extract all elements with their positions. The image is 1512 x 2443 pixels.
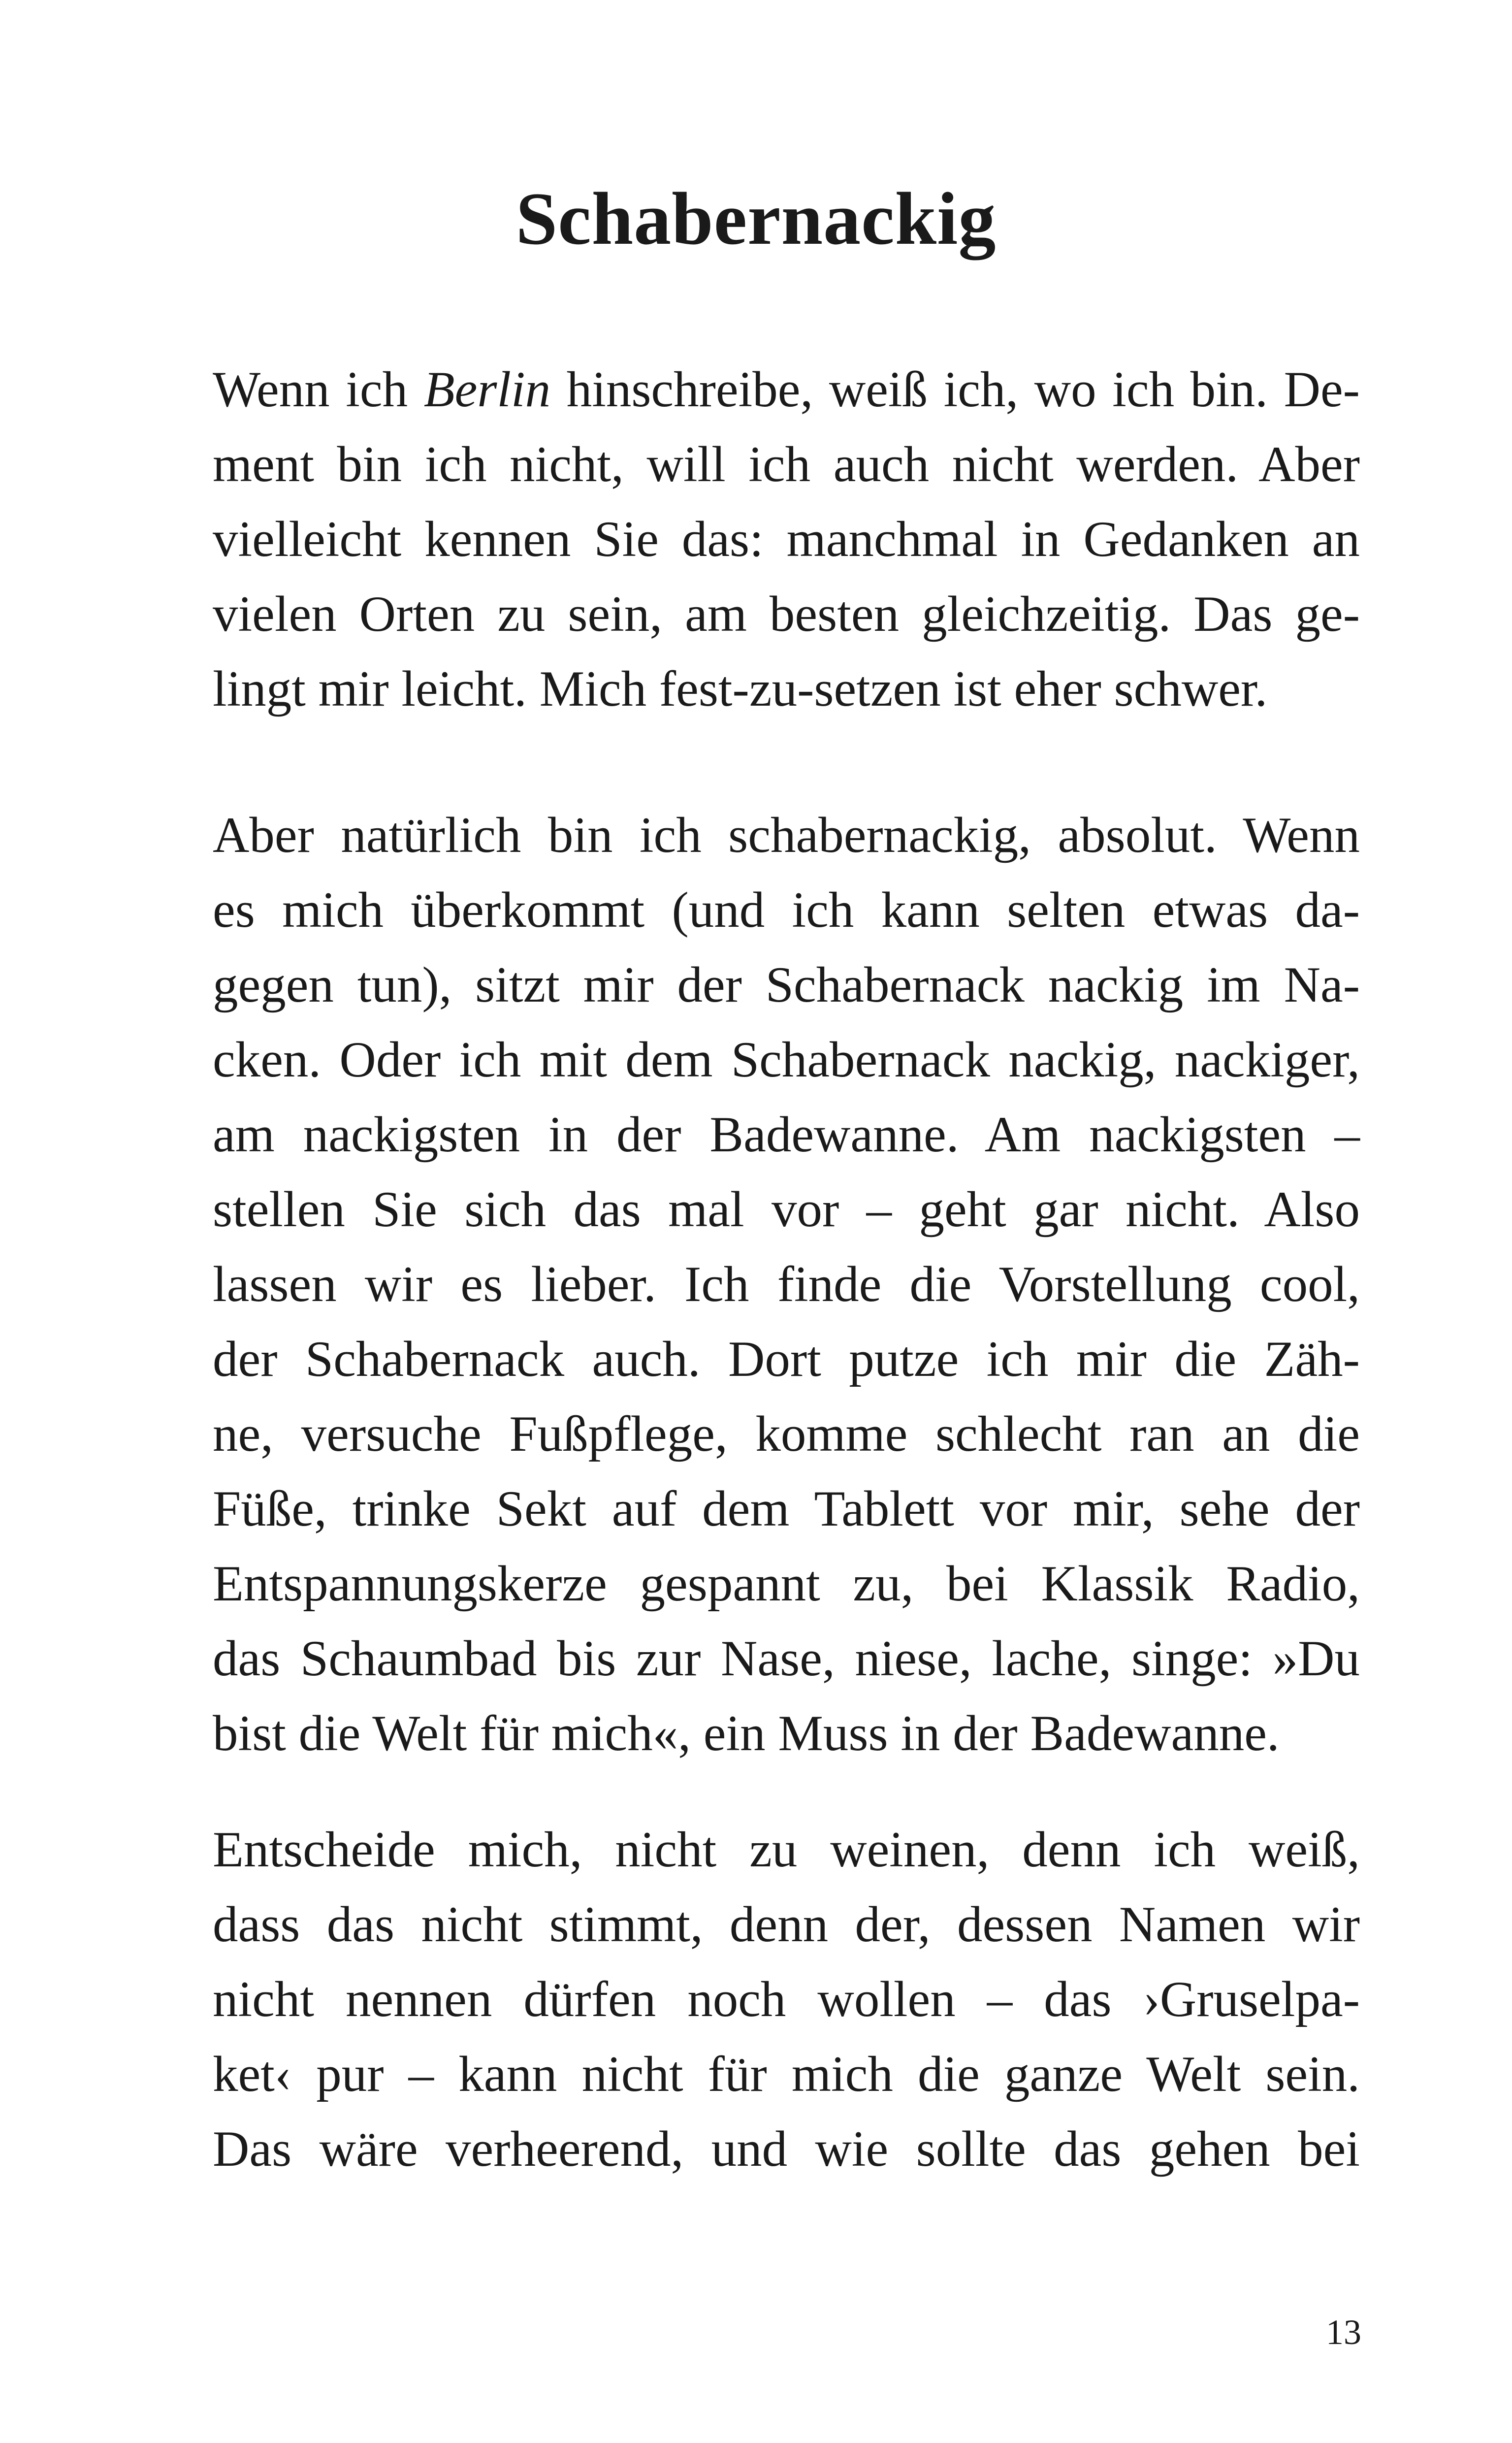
text-line: stellen Sie sich das mal vor – geht gar nicht. Also bbox=[213, 1181, 1360, 1238]
text-line: der Schabernack auch. Dort putze ich mir die Zäh- bbox=[213, 1331, 1360, 1387]
text-line: nicht nennen dürfen noch wollen – das ›Gruselpa- bbox=[213, 1971, 1360, 2027]
text-line: das Schaumbad bis zur Nase, niese, lache, singe: »Du bbox=[213, 1630, 1360, 1687]
text-line: ment bin ich nicht, will ich auch nicht werden. Aber bbox=[213, 436, 1360, 492]
paragraph-3 bbox=[213, 1812, 1360, 2186]
text-line: Aber natürlich bin ich schabernackig, absolut. Wenn bbox=[213, 807, 1360, 863]
text-line: Entscheide mich, nicht zu weinen, denn ich weiß, bbox=[213, 1822, 1360, 1878]
chapter-title: Schabernackig bbox=[515, 177, 997, 260]
text-line: lingt mir leicht. Mich fest-zu-setzen ist eher schwer. bbox=[213, 661, 1268, 717]
paragraph-2 bbox=[213, 798, 1360, 1771]
text-line: Wenn ich Berlin hinschreibe, weiß ich, wo ich bin. De- bbox=[213, 361, 1360, 418]
paragraph-1 bbox=[213, 352, 1360, 726]
italic-city-name: Berlin bbox=[423, 361, 551, 418]
text-line: gegen tun), sitzt mir der Schabernack nackig im Na- bbox=[213, 957, 1360, 1013]
text-line: vielen Orten zu sein, am besten gleichzeitig. Das ge- bbox=[213, 586, 1360, 642]
page-number: 13 bbox=[1326, 2313, 1361, 2352]
text-line: Entspannungskerze gespannt zu, bei Klassik Radio, bbox=[213, 1556, 1360, 1612]
text-line: ne, versuche Fußpflege, komme schlecht ran an die bbox=[213, 1406, 1360, 1462]
text-line: Das wäre verheerend, und wie sollte das gehen bei bbox=[213, 2121, 1360, 2177]
text-line: es mich überkommt (und ich kann selten etwas da- bbox=[213, 882, 1360, 938]
text-line: Füße, trinke Sekt auf dem Tablett vor mir, sehe der bbox=[213, 1481, 1360, 1537]
text-line: ket‹ pur – kann nicht für mich die ganze Welt sein. bbox=[213, 2046, 1360, 2102]
text-line: bist die Welt für mich«, ein Muss in der Badewanne. bbox=[213, 1705, 1280, 1761]
text-line: lassen wir es lieber. Ich finde die Vorstellung cool, bbox=[213, 1256, 1360, 1312]
text-line: cken. Oder ich mit dem Schabernack nackig, nackiger, bbox=[213, 1032, 1360, 1088]
text-line: dass das nicht stimmt, denn der, dessen Namen wir bbox=[213, 1896, 1360, 1953]
text-line: am nackigsten in der Badewanne. Am nackigsten – bbox=[213, 1107, 1360, 1163]
text-line: vielleicht kennen Sie das: manchmal in Gedanken an bbox=[213, 511, 1360, 567]
